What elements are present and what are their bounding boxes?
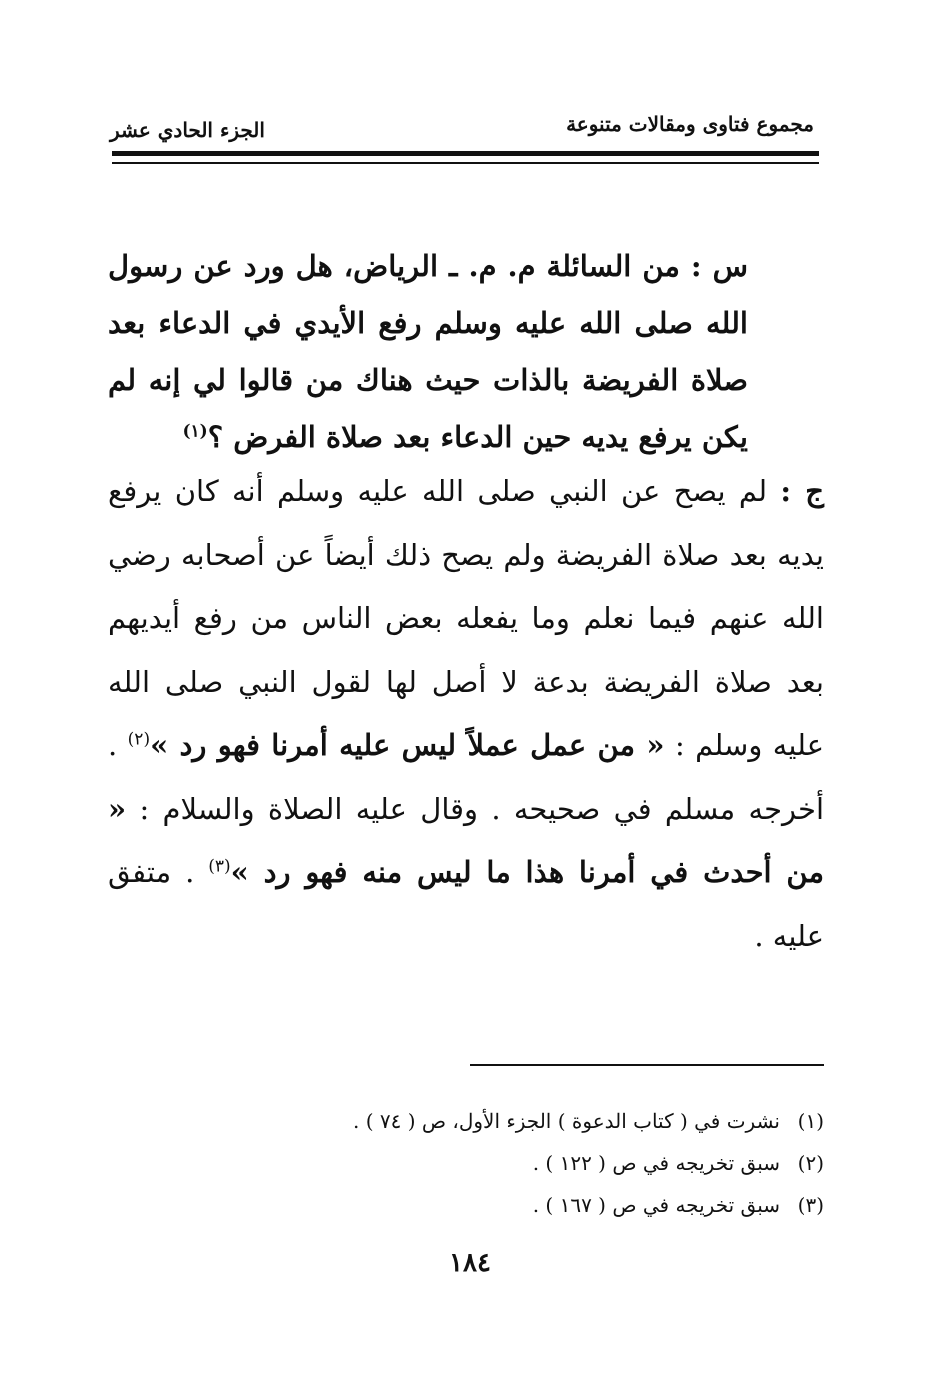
hadith-quote-2: « من أحدث في أمرنا هذا ما ليس منه فهو رد »: [108, 791, 825, 889]
footnotes: [200, 1100, 824, 1226]
header-rule-thin: [112, 162, 819, 164]
footnote-1: [200, 1100, 824, 1142]
header-rule-thick: [112, 151, 819, 156]
footnote-separator: [470, 1064, 824, 1066]
footnote-text: نشرت في ( كتاب الدعوة ) الجزء الأول، ص ( ٧٤ ) .: [352, 1109, 780, 1133]
answer-paragraph: [108, 460, 824, 968]
footnote-ref-3[interactable]: (٣): [208, 856, 231, 877]
footnote-text: سبق تخريجه في ص ( ١٦٧ ) .: [532, 1193, 780, 1217]
question-prefix: س :: [690, 249, 749, 283]
footnote-ref-1[interactable]: (١): [182, 421, 208, 442]
answer-text-part1: لم يصح عن النبي صلى الله عليه وسلم أنه كان يرفع يديه بعد صلاة الفريضة ولم يصح ذلك أيضاً عن أصحابه رضي الله عنهم فيما نعلم وما يفعله بعض الناس من رفع أيديهم بعد صلاة الفريضة بدعة لا أصل لها لقول النبي صلى الله عليه وسلم :: [108, 474, 824, 762]
question-text: من السائلة م. م. ـ الرياض، هل ورد عن رسول الله صلى الله عليه وسلم رفع الأيدي في الدعاء بعد صلاة الفريضة بالذات حيث هناك من قالوا لي إنه لم يكن يرفع يديه حين الدعاء بعد صلاة الفرض ؟: [108, 249, 748, 454]
footnote-text: سبق تخريجه في ص ( ١٢٢ ) .: [532, 1151, 780, 1175]
hadith-quote-1: « من عمل عملاً ليس عليه أمرنا فهو رد »: [150, 728, 665, 762]
footnote-number: (٢): [797, 1151, 824, 1175]
footnote-number: (١): [797, 1109, 824, 1133]
footnote-number: (٣): [797, 1193, 824, 1217]
footnote-ref-2[interactable]: (٢): [127, 729, 151, 750]
volume-label: الجزء الحادي عشر: [110, 118, 265, 142]
answer-prefix: ج :: [780, 474, 824, 508]
page-number: ١٨٤: [449, 1248, 491, 1278]
footnote-2: [200, 1142, 824, 1184]
answer-text-part2: . أخرجه مسلم في صحيحه . وقال عليه الصلاة والسلام :: [108, 728, 824, 826]
question-paragraph: [108, 238, 748, 466]
book-title: مجموع فتاوى ومقالات متنوعة: [566, 112, 814, 136]
footnote-3: [200, 1184, 824, 1226]
answer-text-part3: . متفق عليه .: [108, 855, 824, 953]
